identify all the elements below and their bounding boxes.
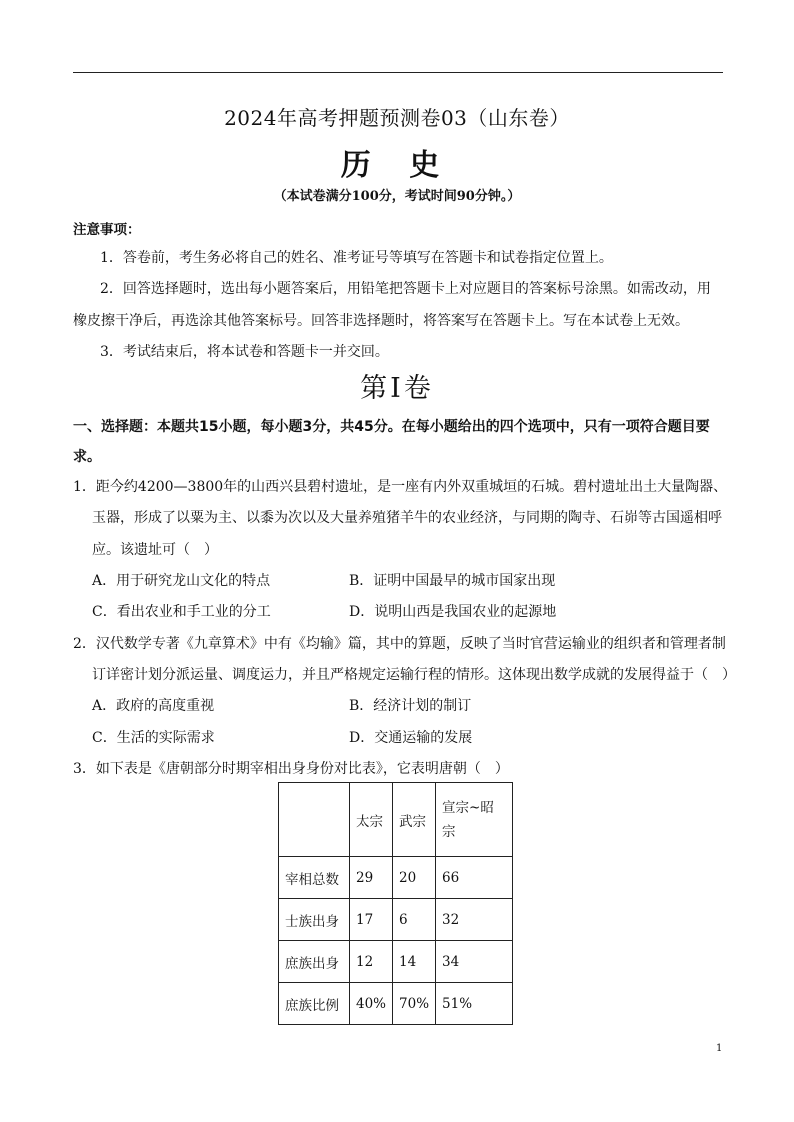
table-header-cell: 武宗: [393, 783, 436, 857]
subject-title: 历 史: [340, 148, 454, 183]
q2-line-2: 订详密计划分派运量、调度运力，并且严格规定运输行程的情形。这体现出数学成就的发展得益于（ ）: [92, 667, 736, 683]
q2-option-d[interactable]: D．交通运输的发展: [349, 730, 473, 746]
exam-title: 2024年高考押题预测卷03（山东卷）: [224, 106, 570, 130]
q2-line-1: 2．汉代数学专著《九章算术》中有《均输》篇，其中的算题，反映了当时官营运输业的组织者和管理者制: [73, 636, 726, 652]
table-cell: 17: [350, 899, 393, 941]
notice-heading: 注意事项：: [73, 222, 141, 238]
table-cell: 40%: [350, 983, 393, 1025]
q2-option-a[interactable]: A．政府的高度重视: [92, 698, 215, 714]
chancellor-table: [278, 782, 513, 1025]
q1-option-c[interactable]: C．看出农业和手工业的分工: [92, 604, 271, 620]
notice-item-1: 1．答卷前，考生务必将自己的姓名、准考证号等填写在答题卡和试卷指定位置上。: [100, 250, 613, 266]
q1-line-2: 玉器，形成了以粟为主、以黍为次以及大量养殖猪羊牛的农业经济，与同期的陶寺、石峁等古国遥相呼: [92, 510, 722, 526]
table-cell: 庶族比例: [279, 983, 350, 1025]
table-header-row: [279, 783, 513, 857]
q2-option-c[interactable]: C．生活的实际需求: [92, 730, 215, 746]
table-cell: 70%: [393, 983, 436, 1025]
notice-item-3: 3．考试结束后，将本试卷和答题卡一并交回。: [100, 344, 389, 360]
table-cell: 12: [350, 941, 393, 983]
page-number: 1: [716, 1043, 723, 1054]
table-row: [279, 941, 513, 983]
table-cell: 庶族出身: [279, 941, 350, 983]
table-cell: 士族出身: [279, 899, 350, 941]
q1-line-1: 1．距今约4200—3800年的山西兴县碧村遗址，是一座有内外双重城垣的石城。碧村遗址出土大量陶器、: [73, 479, 728, 495]
section-title: 第Ⅰ卷: [360, 373, 434, 404]
section-intro-line1: 一、选择题：本题共15小题，每小题3分，共45分。在每小题给出的四个选项中，只有一项符合题目要: [73, 419, 710, 435]
q3-line-1: 3．如下表是《唐朝部分时期宰相出身身份对比表》，它表明唐朝（ ）: [73, 761, 509, 777]
table-cell: 29: [350, 857, 393, 899]
table-header-cell: 宣宗~昭宗: [436, 783, 513, 857]
table-cell: 51%: [436, 983, 513, 1025]
notice-item-2: 2．回答选择题时，选出每小题答案后，用铅笔把答题卡上对应题目的答案标号涂黑。如需改动，用: [100, 281, 711, 297]
table-cell: 66: [436, 857, 513, 899]
notice-item-2-cont: 橡皮擦干净后，再选涂其他答案标号。回答非选择题时，将答案写在答题卡上。写在本试卷上无效。: [73, 313, 689, 329]
table-row: [279, 857, 513, 899]
header-rule: [73, 72, 723, 73]
exam-subtitle: （本试卷满分100分，考试时间90分钟。）: [273, 189, 521, 204]
q1-option-d[interactable]: D．说明山西是我国农业的起源地: [349, 604, 557, 620]
table-header-cell: 太宗: [350, 783, 393, 857]
table-row: [279, 983, 513, 1025]
q2-option-b[interactable]: B．经济计划的制订: [349, 698, 472, 714]
table-cell: 14: [393, 941, 436, 983]
table-cell: 宰相总数: [279, 857, 350, 899]
table-header-cell: [279, 783, 350, 857]
table-cell: 32: [436, 899, 513, 941]
q1-line-3: 应。该遗址可（ ）: [92, 542, 218, 558]
table-cell: 34: [436, 941, 513, 983]
table-cell: 20: [393, 857, 436, 899]
q1-option-a[interactable]: A．用于研究龙山文化的特点: [92, 573, 271, 589]
q1-option-b[interactable]: B．证明中国最早的城市国家出现: [349, 573, 556, 589]
table-cell: 6: [393, 899, 436, 941]
section-intro-line2: 求。: [73, 449, 101, 465]
table-row: [279, 899, 513, 941]
section-intro: [73, 412, 733, 472]
